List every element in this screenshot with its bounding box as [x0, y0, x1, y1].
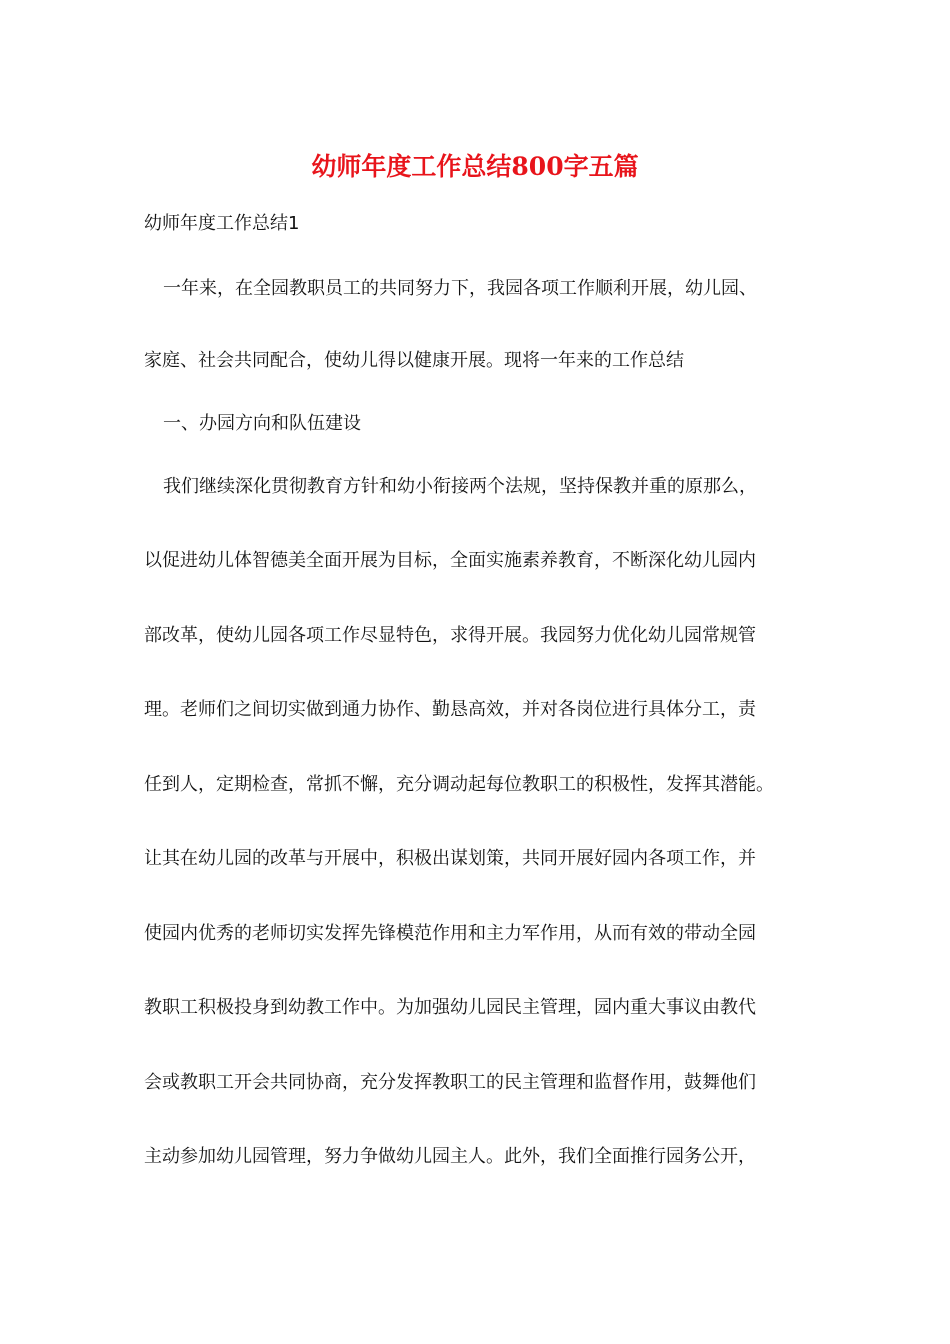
paragraph-line: 以促进幼儿体智德美全面开展为目标，全面实施素养教育，不断深化幼儿园内: [144, 550, 756, 571]
section-heading: 一、办园方向和队伍建设: [163, 413, 361, 434]
paragraph-line: 主动参加幼儿园管理，努力争做幼儿园主人。此外，我们全面推行园务公开，: [144, 1146, 756, 1167]
paragraph-line: 理。老师们之间切实做到通力协作、勤恳高效，并对各岗位进行具体分工，责: [144, 699, 756, 720]
paragraph-line: 任到人，定期检查，常抓不懈，充分调动起每位教职工的积极性，发挥其潜能。: [144, 774, 774, 795]
paragraph-line: 教职工积极投身到幼教工作中。为加强幼儿园民主管理，园内重大事议由教代: [144, 997, 756, 1018]
paragraph-line: 家庭、社会共同配合，使幼儿得以健康开展。现将一年来的工作总结: [144, 350, 684, 371]
section-subtitle: 幼师年度工作总结1: [144, 213, 300, 234]
paragraph-line: 一年来，在全园教职员工的共同努力下，我园各项工作顺利开展，幼儿园、: [163, 278, 757, 299]
paragraph-line: 让其在幼儿园的改革与开展中，积极出谋划策，共同开展好园内各项工作，并: [144, 848, 756, 869]
paragraph-line: 使园内优秀的老师切实发挥先锋模范作用和主力军作用，从而有效的带动全园: [144, 923, 756, 944]
paragraph-line: 会或教职工开会共同协商，充分发挥教职工的民主管理和监督作用，鼓舞他们: [144, 1072, 756, 1093]
paragraph-line: 我们继续深化贯彻教育方针和幼小衔接两个法规，坚持保教并重的原那么，: [163, 476, 757, 497]
document-title: 幼师年度工作总结800字五篇: [311, 152, 639, 181]
paragraph-line: 部改革，使幼儿园各项工作尽显特色，求得开展。我园努力优化幼儿园常规管: [144, 625, 756, 646]
